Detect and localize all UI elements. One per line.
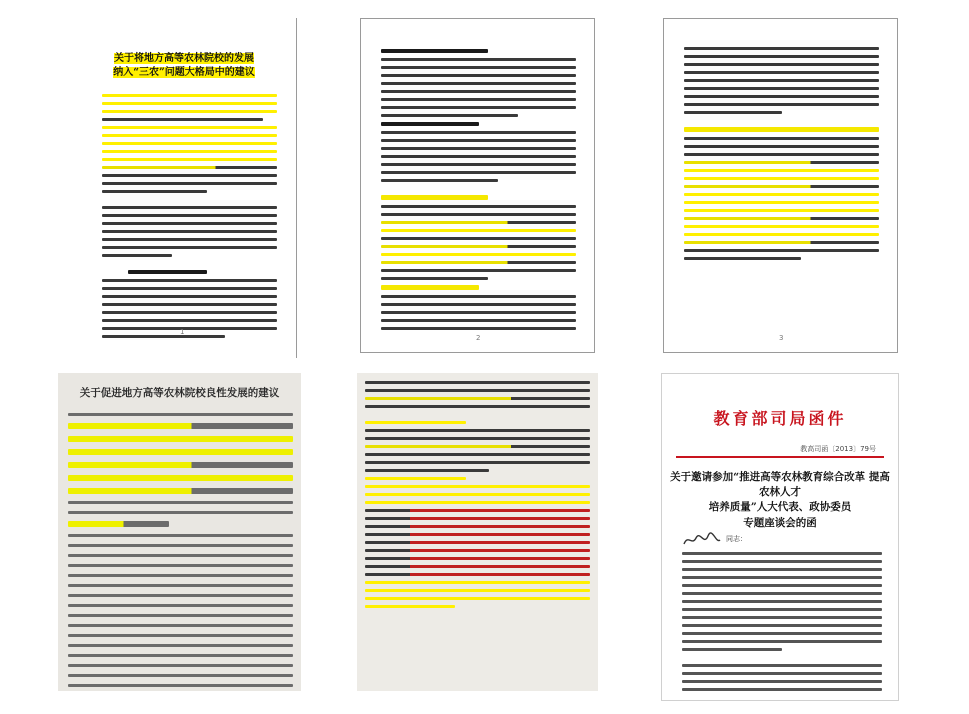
document-1-page-number: 1 (180, 328, 185, 336)
notice-document-number: 教高司函〔2013〕79号 (800, 445, 876, 453)
document-2-body (381, 49, 576, 335)
document-1-title-line2: 纳入“三农”问题大格局中的建议 (113, 66, 255, 78)
notice-red-rule (676, 456, 884, 458)
notice-title (666, 470, 894, 531)
document-4-title: 关于促进地方高等农林院校良性发展的建议 (79, 387, 280, 399)
document-page-3 (663, 18, 898, 353)
document-3-body (684, 47, 879, 265)
document-1-title-line1: 关于将地方高等农林院校的发展 (114, 53, 254, 64)
salutation-text: 同志： (726, 535, 747, 543)
document-1-title (72, 52, 296, 79)
document-photo-4 (58, 373, 301, 691)
document-notice-6 (661, 373, 899, 701)
notice-header: 教育部司局函件 (713, 409, 847, 428)
page-edge-line (296, 18, 297, 358)
document-5-body (365, 381, 590, 613)
document-page-2 (360, 18, 595, 353)
document-3-page-number: 3 (779, 334, 784, 342)
document-4-body (68, 413, 293, 691)
document-1-body (102, 94, 277, 343)
notice-body (682, 552, 882, 696)
document-page-1 (72, 18, 296, 348)
notice-title-line3: 专题座谈会的函 (743, 516, 817, 529)
notice-title-line2: 培养质量”人大代表、政协委员 (708, 501, 852, 514)
salutation-signature (682, 532, 722, 551)
document-2-page-number: 2 (476, 334, 481, 342)
signature-scribble (682, 532, 722, 548)
notice-title-line1: 关于邀请参加“推进高等农林教育综合改革 提高农林人才 (670, 471, 890, 499)
document-photo-5 (357, 373, 598, 691)
